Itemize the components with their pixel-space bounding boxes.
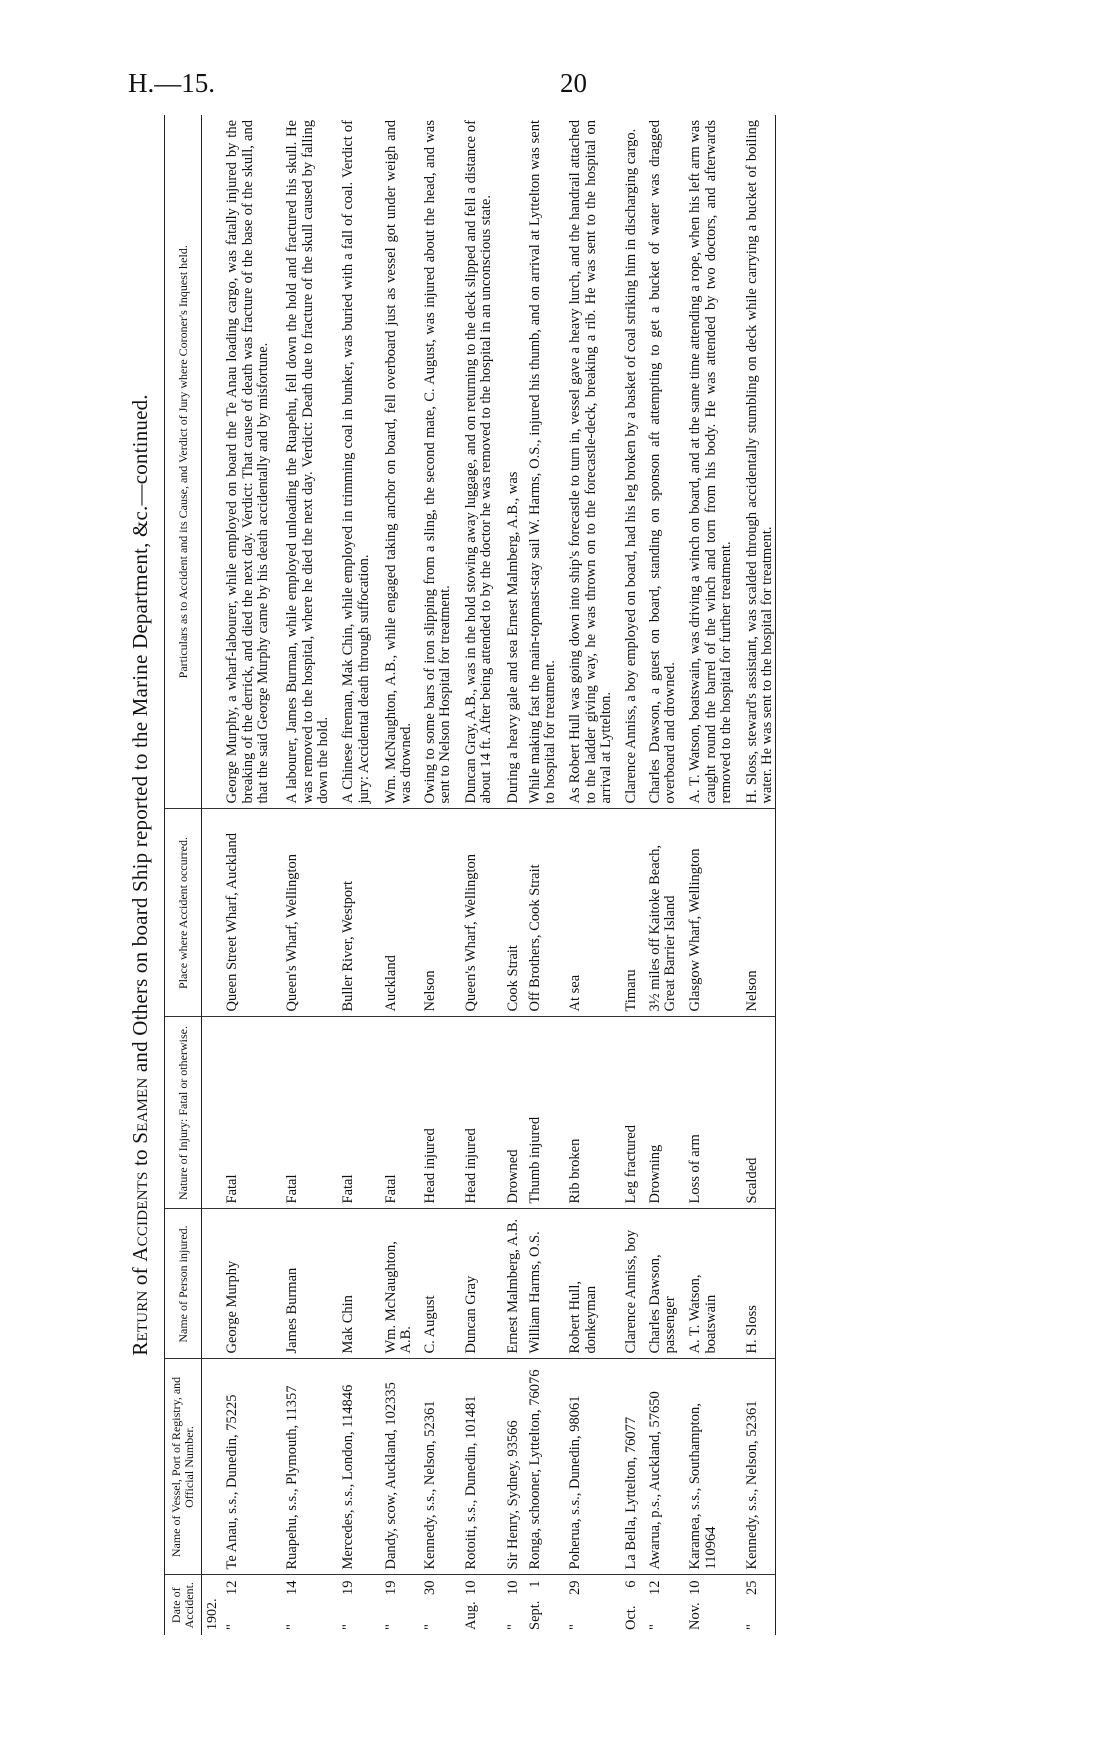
table-row — [382, 115, 421, 1635]
accident-date — [464, 1581, 479, 1631]
accident-day: 19 — [383, 1580, 400, 1595]
injury-cell — [382, 1017, 421, 1209]
place-text: Auckland — [383, 955, 400, 1012]
place-text: Queen's Wharf, Wellington — [284, 853, 301, 1012]
date-cell — [223, 1575, 283, 1635]
particulars-text: Charles Dawson, a guest on board, standing on sponson aft attempting to get a bucket of water was dragged overboard and drowned. — [646, 120, 679, 804]
title-word: Accidents — [128, 1171, 152, 1262]
table-row — [462, 115, 505, 1635]
col-header-date: Date of Accident. — [165, 1575, 202, 1635]
place-text: 3½ miles off Kaitoke Beach, Great Barrier Island — [646, 845, 679, 1012]
title-word: Return — [128, 1290, 152, 1356]
accident-month: Sept. — [526, 1600, 543, 1630]
particulars-text: While making fast the main-topmast-stay sail W. Harms, O.S., injured his thumb, and on arrival at Lyttelton was sent to hospital for treatment. — [526, 120, 558, 804]
table-row — [686, 115, 742, 1635]
accident-month: " — [646, 1624, 663, 1630]
person-cell — [743, 1209, 776, 1359]
rotated-page-content — [128, 115, 1046, 1635]
injury-text: Head injured — [462, 1128, 479, 1204]
table-row — [622, 115, 645, 1635]
place-text: Queen's Wharf, Wellington — [462, 853, 479, 1012]
accident-date — [384, 1581, 399, 1631]
person-cell — [566, 1209, 622, 1359]
injury-cell — [566, 1017, 622, 1209]
place-cell — [339, 809, 382, 1017]
particulars-text: Clarence Anniss, a boy employed on board, had his leg broken by a basket of coal striking him in discharging cargo. — [623, 128, 640, 804]
accident-month: Aug. — [462, 1601, 479, 1630]
particulars-cell — [646, 115, 687, 809]
accident-month: " — [743, 1624, 760, 1630]
injury-text: Fatal — [284, 1174, 301, 1204]
place-cell — [382, 809, 421, 1017]
injury-text: Fatal — [224, 1174, 241, 1204]
vessel-text: Kennedy, s.s., Nelson, 52361 — [421, 1400, 438, 1570]
date-cell — [283, 1575, 339, 1635]
person-cell — [421, 1209, 462, 1359]
date-cell — [462, 1575, 505, 1635]
place-cell — [743, 809, 776, 1017]
vessel-cell — [504, 1359, 525, 1575]
vessel-cell — [382, 1359, 421, 1575]
injury-text: Head injured — [421, 1128, 438, 1204]
table-row — [646, 115, 687, 1635]
place-cell — [646, 809, 687, 1017]
table-row — [283, 115, 339, 1635]
person-text: Charles Dawson, passenger — [646, 1254, 679, 1354]
injury-cell — [283, 1017, 339, 1209]
person-text: Robert Hull, donkeyman — [567, 1281, 599, 1354]
injury-cell — [622, 1017, 645, 1209]
place-text: Queen Street Wharf, Auckland — [224, 832, 241, 1012]
particulars-text: H. Sloss, steward's assistant, was scalded through accidentally stumbling on deck while carrying a bucket of boiling water. He was sent to the hospital for treatment. — [743, 120, 775, 804]
particulars-cell — [462, 115, 505, 809]
particulars-text: A. T. Watson, boatswain, was driving a winch on board, and at the same time attending a rope, when his left arm was caught round the barrel of the winch and torn from his body. He was attended by two doctors, and afterwards removed to the hospital for further treatment. — [687, 120, 735, 804]
person-cell — [622, 1209, 645, 1359]
accident-date — [285, 1581, 300, 1631]
accident-date — [688, 1581, 703, 1631]
accident-day: 30 — [421, 1580, 438, 1595]
accident-day: 12 — [224, 1580, 241, 1595]
person-cell — [283, 1209, 339, 1359]
person-cell — [339, 1209, 382, 1359]
vessel-text: Dandy, scow, Auckland, 102335 — [383, 1382, 400, 1570]
title-word: Seamen — [128, 1077, 152, 1144]
date-cell — [382, 1575, 421, 1635]
vessel-text: Karamea, s.s., Southampton, 110964 — [687, 1403, 719, 1570]
vessel-text: Awarua, p.s., Auckland, 57650 — [646, 1391, 663, 1570]
person-text: C. August — [421, 1295, 438, 1354]
vessel-text: Poherua, s.s., Dunedin, 98061 — [567, 1395, 584, 1570]
injury-cell — [462, 1017, 505, 1209]
particulars-cell — [223, 115, 283, 809]
accident-day: 10 — [462, 1580, 479, 1595]
page-header-code: H.—15. — [128, 68, 215, 98]
accident-date — [506, 1581, 521, 1631]
place-text: Timaru — [623, 969, 640, 1012]
particulars-cell — [382, 115, 421, 809]
table-row — [339, 115, 382, 1635]
injury-cell — [743, 1017, 776, 1209]
accident-date — [648, 1581, 663, 1631]
injury-text: Fatal — [340, 1174, 357, 1204]
person-text: H. Sloss — [743, 1305, 760, 1354]
accident-day: 10 — [505, 1580, 522, 1595]
person-text: James Burman — [284, 1267, 301, 1354]
injury-text: Thumb injured — [526, 1116, 543, 1204]
place-cell — [566, 809, 622, 1017]
injury-text: Leg fractured — [623, 1125, 640, 1204]
person-text: A. T. Watson, boatswain — [687, 1274, 719, 1354]
accident-day: 1 — [526, 1580, 543, 1588]
vessel-cell — [686, 1359, 742, 1575]
date-cell — [504, 1575, 525, 1635]
title-word: of — [128, 1267, 152, 1286]
person-text: Duncan Gray — [462, 1275, 479, 1354]
accident-date — [423, 1581, 438, 1631]
person-text: George Murphy — [224, 1260, 241, 1354]
table-row — [223, 115, 283, 1635]
place-text: Buller River, Westport — [340, 881, 357, 1012]
table-title — [128, 115, 158, 1635]
table-row — [504, 115, 525, 1635]
date-cell — [421, 1575, 462, 1635]
vessel-text: Te Anau, s.s., Dunedin, 75225 — [224, 1394, 241, 1570]
table-row — [566, 115, 622, 1635]
accident-month: Nov. — [687, 1602, 704, 1630]
accident-day: 12 — [646, 1580, 663, 1595]
date-cell — [622, 1575, 645, 1635]
vessel-cell — [646, 1359, 687, 1575]
place-text: Glasgow Wharf, Wellington — [687, 848, 704, 1012]
vessel-text: Sir Henry, Sydney, 93566 — [505, 1420, 522, 1570]
injury-cell — [421, 1017, 462, 1209]
accident-month: " — [505, 1624, 522, 1630]
injury-cell — [339, 1017, 382, 1209]
vessel-cell — [339, 1359, 382, 1575]
person-cell — [504, 1209, 525, 1359]
accident-date — [225, 1581, 240, 1631]
col-header-particulars: Particulars as to Accident and its Cause, and Verdict of Jury where Coroner's Inquest held. — [165, 115, 202, 809]
place-text: Nelson — [421, 970, 438, 1012]
accident-date — [568, 1581, 583, 1631]
particulars-cell — [421, 115, 462, 809]
date-cell — [526, 1575, 567, 1635]
place-cell — [283, 809, 339, 1017]
injury-text: Scalded — [743, 1157, 760, 1204]
place-text: Nelson — [743, 970, 760, 1012]
injury-cell — [504, 1017, 525, 1209]
person-text: William Harms, O.S. — [526, 1231, 543, 1354]
accident-month: " — [284, 1624, 301, 1630]
date-cell — [646, 1575, 687, 1635]
page-number: 20 — [560, 68, 587, 98]
particulars-text: As Robert Hull was going down into ship's forecastle to turn in, vessel gave a heavy lurch, and the handrail attached to the ladder giving way, he was thrown on to the forecastle-deck, breaking a rib. He was sent to the hospital on arrival at Lyttelton. — [567, 120, 615, 804]
place-cell — [622, 809, 645, 1017]
vessel-cell — [462, 1359, 505, 1575]
vessel-text: Kennedy, s.s., Nelson, 52361 — [743, 1400, 760, 1570]
place-cell — [223, 809, 283, 1017]
accident-day: 29 — [567, 1580, 584, 1595]
particulars-cell — [743, 115, 776, 809]
accident-date — [745, 1581, 760, 1631]
col-header-injury: Nature of Injury: Fatal or otherwise. — [165, 1017, 202, 1209]
person-cell — [646, 1209, 687, 1359]
injury-text: Rib broken — [567, 1138, 584, 1204]
particulars-text: During a heavy gale and sea Ernest Malmberg, A.B., was — [505, 471, 522, 804]
accident-date — [528, 1581, 543, 1631]
vessel-cell — [526, 1359, 567, 1575]
particulars-text: A Chinese fireman, Mak Chin, while employed in trimming coal in bunker, was buried with a fall of coal. Verdict of jury: Accidental death through suffocation. — [340, 120, 372, 804]
accident-month: " — [340, 1624, 357, 1630]
accident-month: " — [421, 1624, 438, 1630]
injury-cell — [646, 1017, 687, 1209]
vessel-cell — [223, 1359, 283, 1575]
accidents-table — [164, 115, 776, 1635]
particulars-cell — [339, 115, 382, 809]
particulars-cell — [622, 115, 645, 809]
particulars-cell — [283, 115, 339, 809]
col-header-vessel: Name of Vessel, Port of Registry, and Official Number. — [165, 1359, 202, 1575]
title-word: to — [128, 1149, 152, 1166]
particulars-text: Wm. McNaughton, A.B., while engaged taking anchor on board, fell overboard just as vessel got under weigh and was drowned. — [383, 120, 415, 804]
particulars-text: A labourer, James Burman, while employed unloading the Ruapehu, fell down the hold and fractured his skull. He was removed to the hospital, where he died the next day. Verdict: Death due to fracture of the skull caused by falling down the hold. — [284, 120, 331, 804]
vessel-text: La Bella, Lyttelton, 76077 — [623, 1416, 640, 1570]
person-cell — [223, 1209, 283, 1359]
accident-date — [624, 1581, 639, 1631]
person-text: Clarence Anniss, boy — [623, 1229, 640, 1354]
place-cell — [686, 809, 742, 1017]
person-cell — [462, 1209, 505, 1359]
vessel-cell — [743, 1359, 776, 1575]
place-text: Off Brothers, Cook Strait — [526, 864, 543, 1012]
injury-cell — [223, 1017, 283, 1209]
particulars-cell — [686, 115, 742, 809]
particulars-cell — [526, 115, 567, 809]
vessel-cell — [421, 1359, 462, 1575]
place-text: At sea — [567, 974, 584, 1012]
table-row — [526, 115, 567, 1635]
injury-text: Drowning — [646, 1144, 663, 1204]
accident-month: " — [567, 1624, 584, 1630]
vessel-text: Rotoiti, s.s., Dunedin, 101481 — [462, 1395, 479, 1570]
person-text: Wm. McNaughton, A.B. — [383, 1241, 415, 1354]
accident-day: 19 — [340, 1580, 357, 1595]
table-row — [421, 115, 462, 1635]
person-cell — [526, 1209, 567, 1359]
date-cell — [743, 1575, 776, 1635]
injury-text: Drowned — [505, 1149, 522, 1204]
vessel-cell — [566, 1359, 622, 1575]
col-header-place: Place where Accident occurred. — [165, 809, 202, 1017]
accident-month: " — [383, 1624, 400, 1630]
place-cell — [462, 809, 505, 1017]
accident-month: " — [224, 1624, 241, 1630]
vessel-text: Ronga, schooner, Lyttelton, 76076 — [526, 1369, 543, 1570]
injury-text: Loss of arm — [687, 1134, 704, 1204]
vessel-cell — [283, 1359, 339, 1575]
place-cell — [421, 809, 462, 1017]
injury-cell — [526, 1017, 567, 1209]
table-row — [743, 115, 776, 1635]
vessel-text: Mercedes, s.s., London, 114846 — [340, 1384, 357, 1570]
date-cell — [566, 1575, 622, 1635]
place-cell — [526, 809, 567, 1017]
injury-text: Fatal — [383, 1174, 400, 1204]
injury-cell — [686, 1017, 742, 1209]
accident-day: 10 — [687, 1580, 704, 1595]
accident-date — [341, 1581, 356, 1631]
date-cell — [339, 1575, 382, 1635]
year-row — [202, 115, 223, 1635]
place-text: Cook Strait — [505, 945, 522, 1012]
date-cell — [686, 1575, 742, 1635]
place-cell — [504, 809, 525, 1017]
accident-day: 25 — [743, 1580, 760, 1595]
person-text: Mak Chin — [340, 1295, 357, 1354]
particulars-cell — [504, 115, 525, 809]
accident-month: Oct. — [623, 1605, 640, 1630]
title-rest: and Others on board Ship reported to the Marine Department, &c.—continued. — [128, 394, 152, 1073]
col-header-person: Name of Person injured. — [165, 1209, 202, 1359]
vessel-cell — [622, 1359, 645, 1575]
particulars-text: Duncan Gray, A.B., was in the hold stowing away luggage, and on returning to the deck slipped and fell a distance of about 14 ft. After being attended to by the doctor he was removed to the hospital in an unconscious state. — [462, 120, 494, 804]
vessel-text: Ruapehu, s.s., Plymouth, 11357 — [284, 1385, 301, 1570]
accident-day: 6 — [623, 1580, 640, 1588]
table-header-row — [165, 115, 202, 1635]
particulars-text: Owing to some bars of iron slipping from a sling, the second mate, C. August, was injured about the head, and was sent to Nelson Hospital for treatment. — [421, 120, 454, 804]
particulars-cell — [566, 115, 622, 809]
person-cell — [382, 1209, 421, 1359]
accident-day: 14 — [284, 1580, 301, 1595]
particulars-text: George Murphy, a wharf-labourer, while employed on board the Te Anau loading cargo, was fatally injured by the breaking of the derrick, and died the next day. Verdict: That cause of death was fracture of the base of the skull, and that the said George Murphy came by his death accidentally and by misfortune. — [224, 120, 271, 804]
person-text: Ernest Malmberg, A.B. — [505, 1218, 522, 1354]
person-cell — [686, 1209, 742, 1359]
year-label: 1902. — [205, 1598, 221, 1630]
